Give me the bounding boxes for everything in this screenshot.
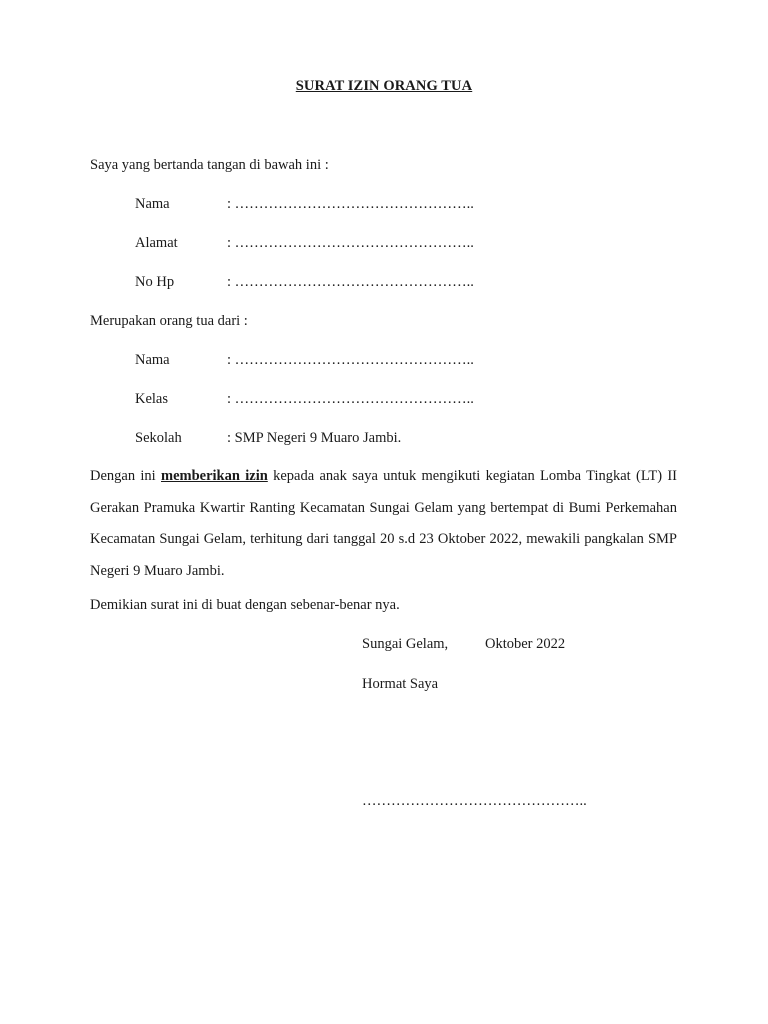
child-class-label: Kelas bbox=[135, 391, 169, 407]
parent-name-value: : ………………………………………….. bbox=[227, 196, 474, 212]
parent-phone-value: : ………………………………………….. bbox=[227, 274, 474, 290]
intro-text: Saya yang bertanda tangan di bawah ini : bbox=[90, 157, 329, 173]
signature-place: Sungai Gelam, bbox=[362, 636, 449, 652]
child-intro-text: Merupakan orang tua dari : bbox=[90, 313, 248, 329]
parent-phone-label: No Hp bbox=[135, 274, 175, 290]
closing-text: Demikian surat ini di buat dengan sebenar-benar nya. bbox=[90, 597, 400, 613]
letter-title: SURAT IZIN ORANG TUA bbox=[295, 78, 473, 94]
child-school-value: : SMP Negeri 9 Muaro Jambi. bbox=[227, 430, 402, 446]
paragraph-text-rest: kepada anak saya untuk mengikuti kegiatan Lomba Tingkat (LT) II Gerakan Pramuka Kwartir Ranting Kecamatan Sungai Gelam yang bertempat di Bumi Perkemahan Kecamatan Sungai Gelam, terhitung dari tanggal 20 s.d 23 Oktober 2022, mewakili pangkalan SMP Negeri 9 Muaro Jambi. bbox=[90, 468, 677, 579]
signature-line: ……………………………………….. bbox=[362, 793, 587, 809]
parent-address-value: : ………………………………………….. bbox=[227, 235, 474, 251]
signature-greeting: Hormat Saya bbox=[362, 676, 439, 692]
parent-address-label: Alamat bbox=[135, 235, 178, 251]
signature-date: Oktober 2022 bbox=[485, 636, 566, 652]
child-name-value: : ………………………………………….. bbox=[227, 352, 474, 368]
child-class-value: : ………………………………………….. bbox=[227, 391, 474, 407]
child-school-label: Sekolah bbox=[135, 430, 182, 446]
paragraph-text-start: Dengan ini bbox=[90, 468, 161, 484]
child-name-label: Nama bbox=[135, 352, 170, 368]
permission-paragraph bbox=[90, 461, 677, 587]
parent-name-label: Nama bbox=[135, 196, 170, 212]
permission-emphasis: memberikan izin bbox=[161, 468, 268, 484]
